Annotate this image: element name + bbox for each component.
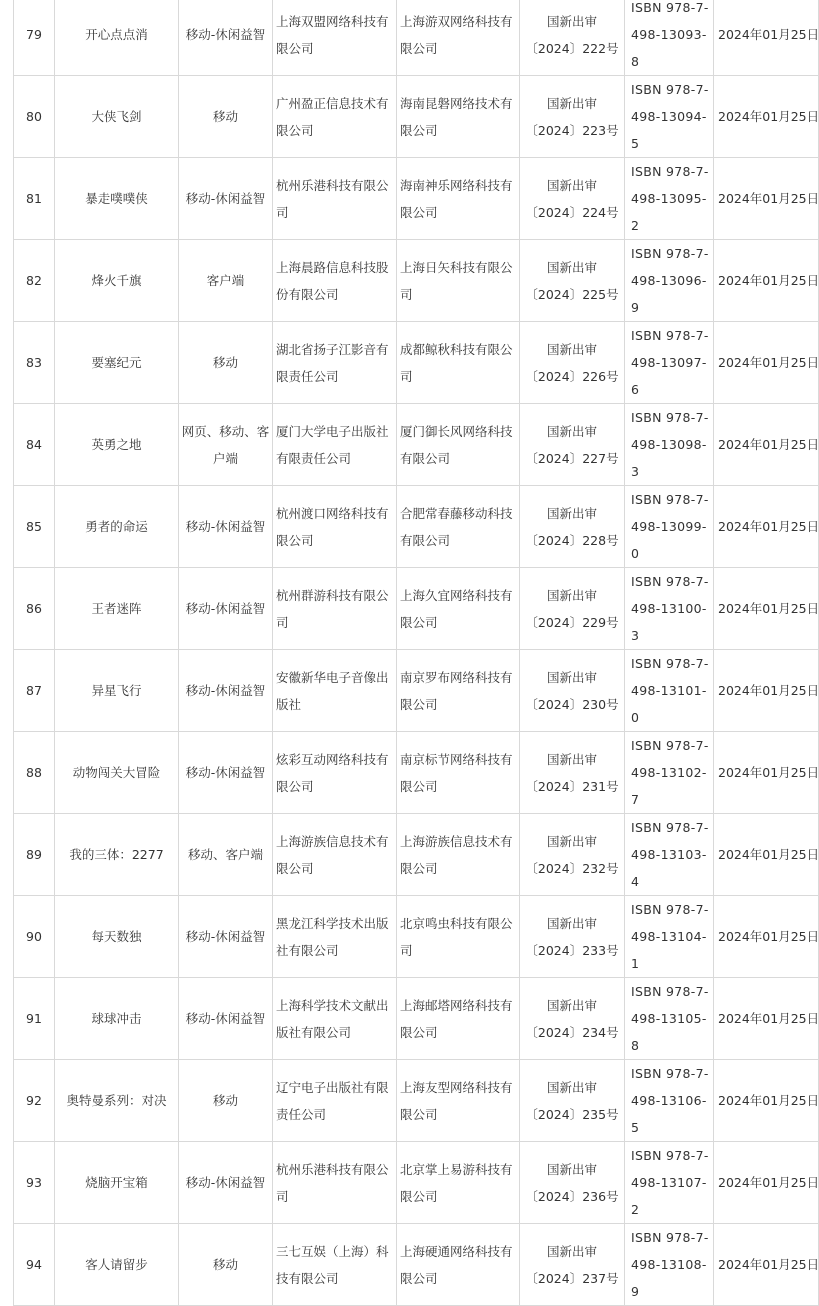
table-row xyxy=(14,814,819,896)
approval-number-line: 国新出审 xyxy=(546,1161,597,1177)
game-name: 我的三体：2277 xyxy=(55,814,179,896)
isbn-number-line: ISBN 978-7- xyxy=(631,1230,709,1245)
table-row xyxy=(14,1224,819,1306)
isbn-number xyxy=(625,1142,714,1224)
approval-number xyxy=(520,240,625,322)
isbn-number xyxy=(625,1060,714,1142)
isbn-number-line: 498-13108-9 xyxy=(631,1257,707,1299)
isbn-number xyxy=(625,896,714,978)
isbn-number-line: ISBN 978-7- xyxy=(631,574,709,589)
game-platform: 移动-休闲益智 xyxy=(179,1142,273,1224)
approval-number-line: 〔2024〕227号 xyxy=(525,450,619,466)
table-row xyxy=(14,322,819,404)
row-number: 83 xyxy=(14,322,55,404)
publisher-name: 广州盈正信息技术有限公司 xyxy=(273,76,397,158)
game-name: 要塞纪元 xyxy=(55,322,179,404)
approval-number-line: 〔2024〕231号 xyxy=(525,778,619,794)
publisher-name: 杭州乐港科技有限公司 xyxy=(273,1142,397,1224)
game-name: 奥特曼系列：对决 xyxy=(55,1060,179,1142)
game-platform: 移动 xyxy=(179,322,273,404)
approval-number-line: 国新出审 xyxy=(546,95,597,111)
operator-name: 上海友型网络科技有限公司 xyxy=(397,1060,520,1142)
isbn-number xyxy=(625,76,714,158)
approval-number-line: 〔2024〕225号 xyxy=(525,286,619,302)
table-row xyxy=(14,0,819,76)
row-number: 92 xyxy=(14,1060,55,1142)
game-name: 英勇之地 xyxy=(55,404,179,486)
isbn-number-line: ISBN 978-7- xyxy=(631,1148,709,1163)
table-row xyxy=(14,650,819,732)
row-number: 90 xyxy=(14,896,55,978)
approval-number-line: 〔2024〕224号 xyxy=(525,204,619,220)
isbn-number-line: 498-13101-0 xyxy=(631,683,707,725)
isbn-number-line: 498-13093-8 xyxy=(631,27,707,69)
approval-number-line: 国新出审 xyxy=(546,833,597,849)
approval-number xyxy=(520,732,625,814)
approval-number-line: 国新出审 xyxy=(546,341,597,357)
row-number: 81 xyxy=(14,158,55,240)
table-row xyxy=(14,1060,819,1142)
publisher-name: 上海晨路信息科技股份有限公司 xyxy=(273,240,397,322)
game-platform: 客户端 xyxy=(179,240,273,322)
isbn-number-line: ISBN 978-7- xyxy=(631,0,709,15)
table-row xyxy=(14,568,819,650)
isbn-number xyxy=(625,322,714,404)
table-row xyxy=(14,896,819,978)
approval-number xyxy=(520,76,625,158)
approval-date: 2024年01月25日 xyxy=(714,650,819,732)
operator-name: 成都鲸秋科技有限公司 xyxy=(397,322,520,404)
approval-number-line: 国新出审 xyxy=(546,1079,597,1095)
approval-number-line: 〔2024〕230号 xyxy=(525,696,619,712)
game-platform: 移动-休闲益智 xyxy=(179,650,273,732)
isbn-number xyxy=(625,158,714,240)
isbn-number-line: ISBN 978-7- xyxy=(631,820,709,835)
approval-number xyxy=(520,1224,625,1306)
game-name: 勇者的命运 xyxy=(55,486,179,568)
approval-date: 2024年01月25日 xyxy=(714,158,819,240)
publisher-name: 三七互娱（上海）科技有限公司 xyxy=(273,1224,397,1306)
approval-number-line: 〔2024〕229号 xyxy=(525,614,619,630)
approval-date: 2024年01月25日 xyxy=(714,1060,819,1142)
publisher-name: 杭州渡口网络科技有限公司 xyxy=(273,486,397,568)
isbn-number-line: 498-13106-5 xyxy=(631,1093,707,1135)
isbn-number-line: ISBN 978-7- xyxy=(631,492,709,507)
publisher-name: 上海科学技术文献出版社有限公司 xyxy=(273,978,397,1060)
approval-date: 2024年01月25日 xyxy=(714,240,819,322)
isbn-number xyxy=(625,978,714,1060)
operator-name: 上海久宜网络科技有限公司 xyxy=(397,568,520,650)
table-row xyxy=(14,732,819,814)
approval-number xyxy=(520,0,625,76)
approval-number-line: 〔2024〕236号 xyxy=(525,1188,619,1204)
isbn-number-line: 498-13097-6 xyxy=(631,355,707,397)
approval-number-line: 国新出审 xyxy=(546,669,597,685)
operator-name: 上海游族信息技术有限公司 xyxy=(397,814,520,896)
approval-date: 2024年01月25日 xyxy=(714,814,819,896)
isbn-number-line: ISBN 978-7- xyxy=(631,164,709,179)
game-name: 客人请留步 xyxy=(55,1224,179,1306)
table-row xyxy=(14,240,819,322)
isbn-number xyxy=(625,650,714,732)
isbn-number xyxy=(625,732,714,814)
approval-number-line: 国新出审 xyxy=(546,915,597,931)
game-platform: 移动 xyxy=(179,1060,273,1142)
approval-number xyxy=(520,1142,625,1224)
operator-name: 厦门御长风网络科技有限公司 xyxy=(397,404,520,486)
game-name: 暴走噗噗侠 xyxy=(55,158,179,240)
isbn-number-line: ISBN 978-7- xyxy=(631,656,709,671)
game-name: 开心点点消 xyxy=(55,0,179,76)
approval-number-line: 〔2024〕228号 xyxy=(525,532,619,548)
game-platform: 移动-休闲益智 xyxy=(179,158,273,240)
isbn-number-line: 498-13099-0 xyxy=(631,519,707,561)
isbn-number-line: 498-13100-3 xyxy=(631,601,707,643)
approval-number-line: 〔2024〕235号 xyxy=(525,1106,619,1122)
operator-name: 海南神乐网络科技有限公司 xyxy=(397,158,520,240)
isbn-number-line: 498-13098-3 xyxy=(631,437,707,479)
operator-name: 海南昆磐网络技术有限公司 xyxy=(397,76,520,158)
operator-name: 南京罗布网络科技有限公司 xyxy=(397,650,520,732)
operator-name: 北京鸣虫科技有限公司 xyxy=(397,896,520,978)
game-platform: 移动-休闲益智 xyxy=(179,896,273,978)
isbn-number-line: 498-13105-8 xyxy=(631,1011,707,1053)
approval-number xyxy=(520,814,625,896)
publisher-name: 炫彩互动网络科技有限公司 xyxy=(273,732,397,814)
operator-name: 合肥常春藤移动科技有限公司 xyxy=(397,486,520,568)
row-number: 82 xyxy=(14,240,55,322)
row-number: 79 xyxy=(14,0,55,76)
isbn-number-line: ISBN 978-7- xyxy=(631,738,709,753)
isbn-number-line: 498-13095-2 xyxy=(631,191,707,233)
row-number: 80 xyxy=(14,76,55,158)
game-platform: 网页、移动、客户端 xyxy=(179,404,273,486)
isbn-number xyxy=(625,1224,714,1306)
approval-number-line: 〔2024〕233号 xyxy=(525,942,619,958)
approval-number-line: 国新出审 xyxy=(546,505,597,521)
table-row xyxy=(14,404,819,486)
approval-number-line: 国新出审 xyxy=(546,1243,597,1259)
publisher-name: 上海游族信息技术有限公司 xyxy=(273,814,397,896)
approval-number-line: 国新出审 xyxy=(546,423,597,439)
approval-number xyxy=(520,404,625,486)
isbn-number-line: 498-13096-9 xyxy=(631,273,707,315)
approval-date: 2024年01月25日 xyxy=(714,978,819,1060)
approval-number-line: 国新出审 xyxy=(546,177,597,193)
game-name: 烧脑开宝箱 xyxy=(55,1142,179,1224)
isbn-number-line: 498-13107-2 xyxy=(631,1175,707,1217)
approval-number xyxy=(520,978,625,1060)
isbn-number-line: ISBN 978-7- xyxy=(631,984,709,999)
approval-date: 2024年01月25日 xyxy=(714,568,819,650)
game-platform: 移动-休闲益智 xyxy=(179,568,273,650)
table-body xyxy=(14,0,819,1306)
approval-date: 2024年01月25日 xyxy=(714,1224,819,1306)
isbn-number-line: ISBN 978-7- xyxy=(631,82,709,97)
approval-number-line: 国新出审 xyxy=(546,587,597,603)
publisher-name: 上海双盟网络科技有限公司 xyxy=(273,0,397,76)
game-name: 异星飞行 xyxy=(55,650,179,732)
game-name: 每天数独 xyxy=(55,896,179,978)
operator-name: 上海日矢科技有限公司 xyxy=(397,240,520,322)
publisher-name: 湖北省扬子江影音有限责任公司 xyxy=(273,322,397,404)
isbn-number-line: ISBN 978-7- xyxy=(631,410,709,425)
approval-number xyxy=(520,322,625,404)
isbn-number xyxy=(625,814,714,896)
table-row xyxy=(14,158,819,240)
approval-date: 2024年01月25日 xyxy=(714,896,819,978)
game-approval-table xyxy=(13,0,819,1306)
publisher-name: 厦门大学电子出版社有限责任公司 xyxy=(273,404,397,486)
isbn-number-line: 498-13104-1 xyxy=(631,929,707,971)
approval-number-line: 〔2024〕234号 xyxy=(525,1024,619,1040)
isbn-number xyxy=(625,240,714,322)
approval-number-line: 〔2024〕237号 xyxy=(525,1270,619,1286)
game-platform: 移动 xyxy=(179,76,273,158)
approval-date: 2024年01月25日 xyxy=(714,732,819,814)
isbn-number-line: ISBN 978-7- xyxy=(631,246,709,261)
approval-number xyxy=(520,896,625,978)
operator-name: 北京掌上易游科技有限公司 xyxy=(397,1142,520,1224)
operator-name: 上海游双网络科技有限公司 xyxy=(397,0,520,76)
game-platform: 移动-休闲益智 xyxy=(179,732,273,814)
approval-number xyxy=(520,158,625,240)
approval-number-line: 〔2024〕232号 xyxy=(525,860,619,876)
publisher-name: 辽宁电子出版社有限责任公司 xyxy=(273,1060,397,1142)
game-platform: 移动-休闲益智 xyxy=(179,486,273,568)
table-row xyxy=(14,1142,819,1224)
approval-date: 2024年01月25日 xyxy=(714,322,819,404)
approval-date: 2024年01月25日 xyxy=(714,486,819,568)
approval-date: 2024年01月25日 xyxy=(714,1142,819,1224)
isbn-number xyxy=(625,0,714,76)
game-platform: 移动-休闲益智 xyxy=(179,0,273,76)
isbn-number xyxy=(625,486,714,568)
game-platform: 移动 xyxy=(179,1224,273,1306)
game-name: 烽火千旗 xyxy=(55,240,179,322)
approval-number-line: 国新出审 xyxy=(546,751,597,767)
row-number: 85 xyxy=(14,486,55,568)
approval-number-line: 国新出审 xyxy=(546,13,597,29)
approval-date: 2024年01月25日 xyxy=(714,0,819,76)
approval-date: 2024年01月25日 xyxy=(714,76,819,158)
row-number: 93 xyxy=(14,1142,55,1224)
approval-date: 2024年01月25日 xyxy=(714,404,819,486)
game-name: 球球冲击 xyxy=(55,978,179,1060)
approval-number xyxy=(520,486,625,568)
game-platform: 移动-休闲益智 xyxy=(179,978,273,1060)
publisher-name: 杭州乐港科技有限公司 xyxy=(273,158,397,240)
row-number: 89 xyxy=(14,814,55,896)
table-row xyxy=(14,978,819,1060)
isbn-number-line: ISBN 978-7- xyxy=(631,902,709,917)
isbn-number-line: ISBN 978-7- xyxy=(631,1066,709,1081)
table-row xyxy=(14,486,819,568)
operator-name: 上海邮塔网络科技有限公司 xyxy=(397,978,520,1060)
game-name: 大侠飞剑 xyxy=(55,76,179,158)
publisher-name: 黑龙江科学技术出版社有限公司 xyxy=(273,896,397,978)
game-name: 王者迷阵 xyxy=(55,568,179,650)
isbn-number-line: 498-13094-5 xyxy=(631,109,707,151)
isbn-number xyxy=(625,568,714,650)
table-row xyxy=(14,76,819,158)
game-name: 动物闯关大冒险 xyxy=(55,732,179,814)
approval-number-line: 〔2024〕223号 xyxy=(525,122,619,138)
isbn-number-line: ISBN 978-7- xyxy=(631,328,709,343)
isbn-number-line: 498-13103-4 xyxy=(631,847,707,889)
row-number: 88 xyxy=(14,732,55,814)
isbn-number-line: 498-13102-7 xyxy=(631,765,707,807)
isbn-number xyxy=(625,404,714,486)
approval-number xyxy=(520,650,625,732)
game-platform: 移动、客户端 xyxy=(179,814,273,896)
row-number: 87 xyxy=(14,650,55,732)
operator-name: 上海硬通网络科技有限公司 xyxy=(397,1224,520,1306)
operator-name: 南京标节网络科技有限公司 xyxy=(397,732,520,814)
row-number: 86 xyxy=(14,568,55,650)
approval-number xyxy=(520,1060,625,1142)
approval-number xyxy=(520,568,625,650)
row-number: 91 xyxy=(14,978,55,1060)
publisher-name: 杭州群游科技有限公司 xyxy=(273,568,397,650)
approval-number-line: 〔2024〕222号 xyxy=(525,40,619,56)
approval-number-line: 〔2024〕226号 xyxy=(525,368,619,384)
approval-number-line: 国新出审 xyxy=(546,259,597,275)
row-number: 94 xyxy=(14,1224,55,1306)
row-number: 84 xyxy=(14,404,55,486)
publisher-name: 安徽新华电子音像出版社 xyxy=(273,650,397,732)
approval-number-line: 国新出审 xyxy=(546,997,597,1013)
